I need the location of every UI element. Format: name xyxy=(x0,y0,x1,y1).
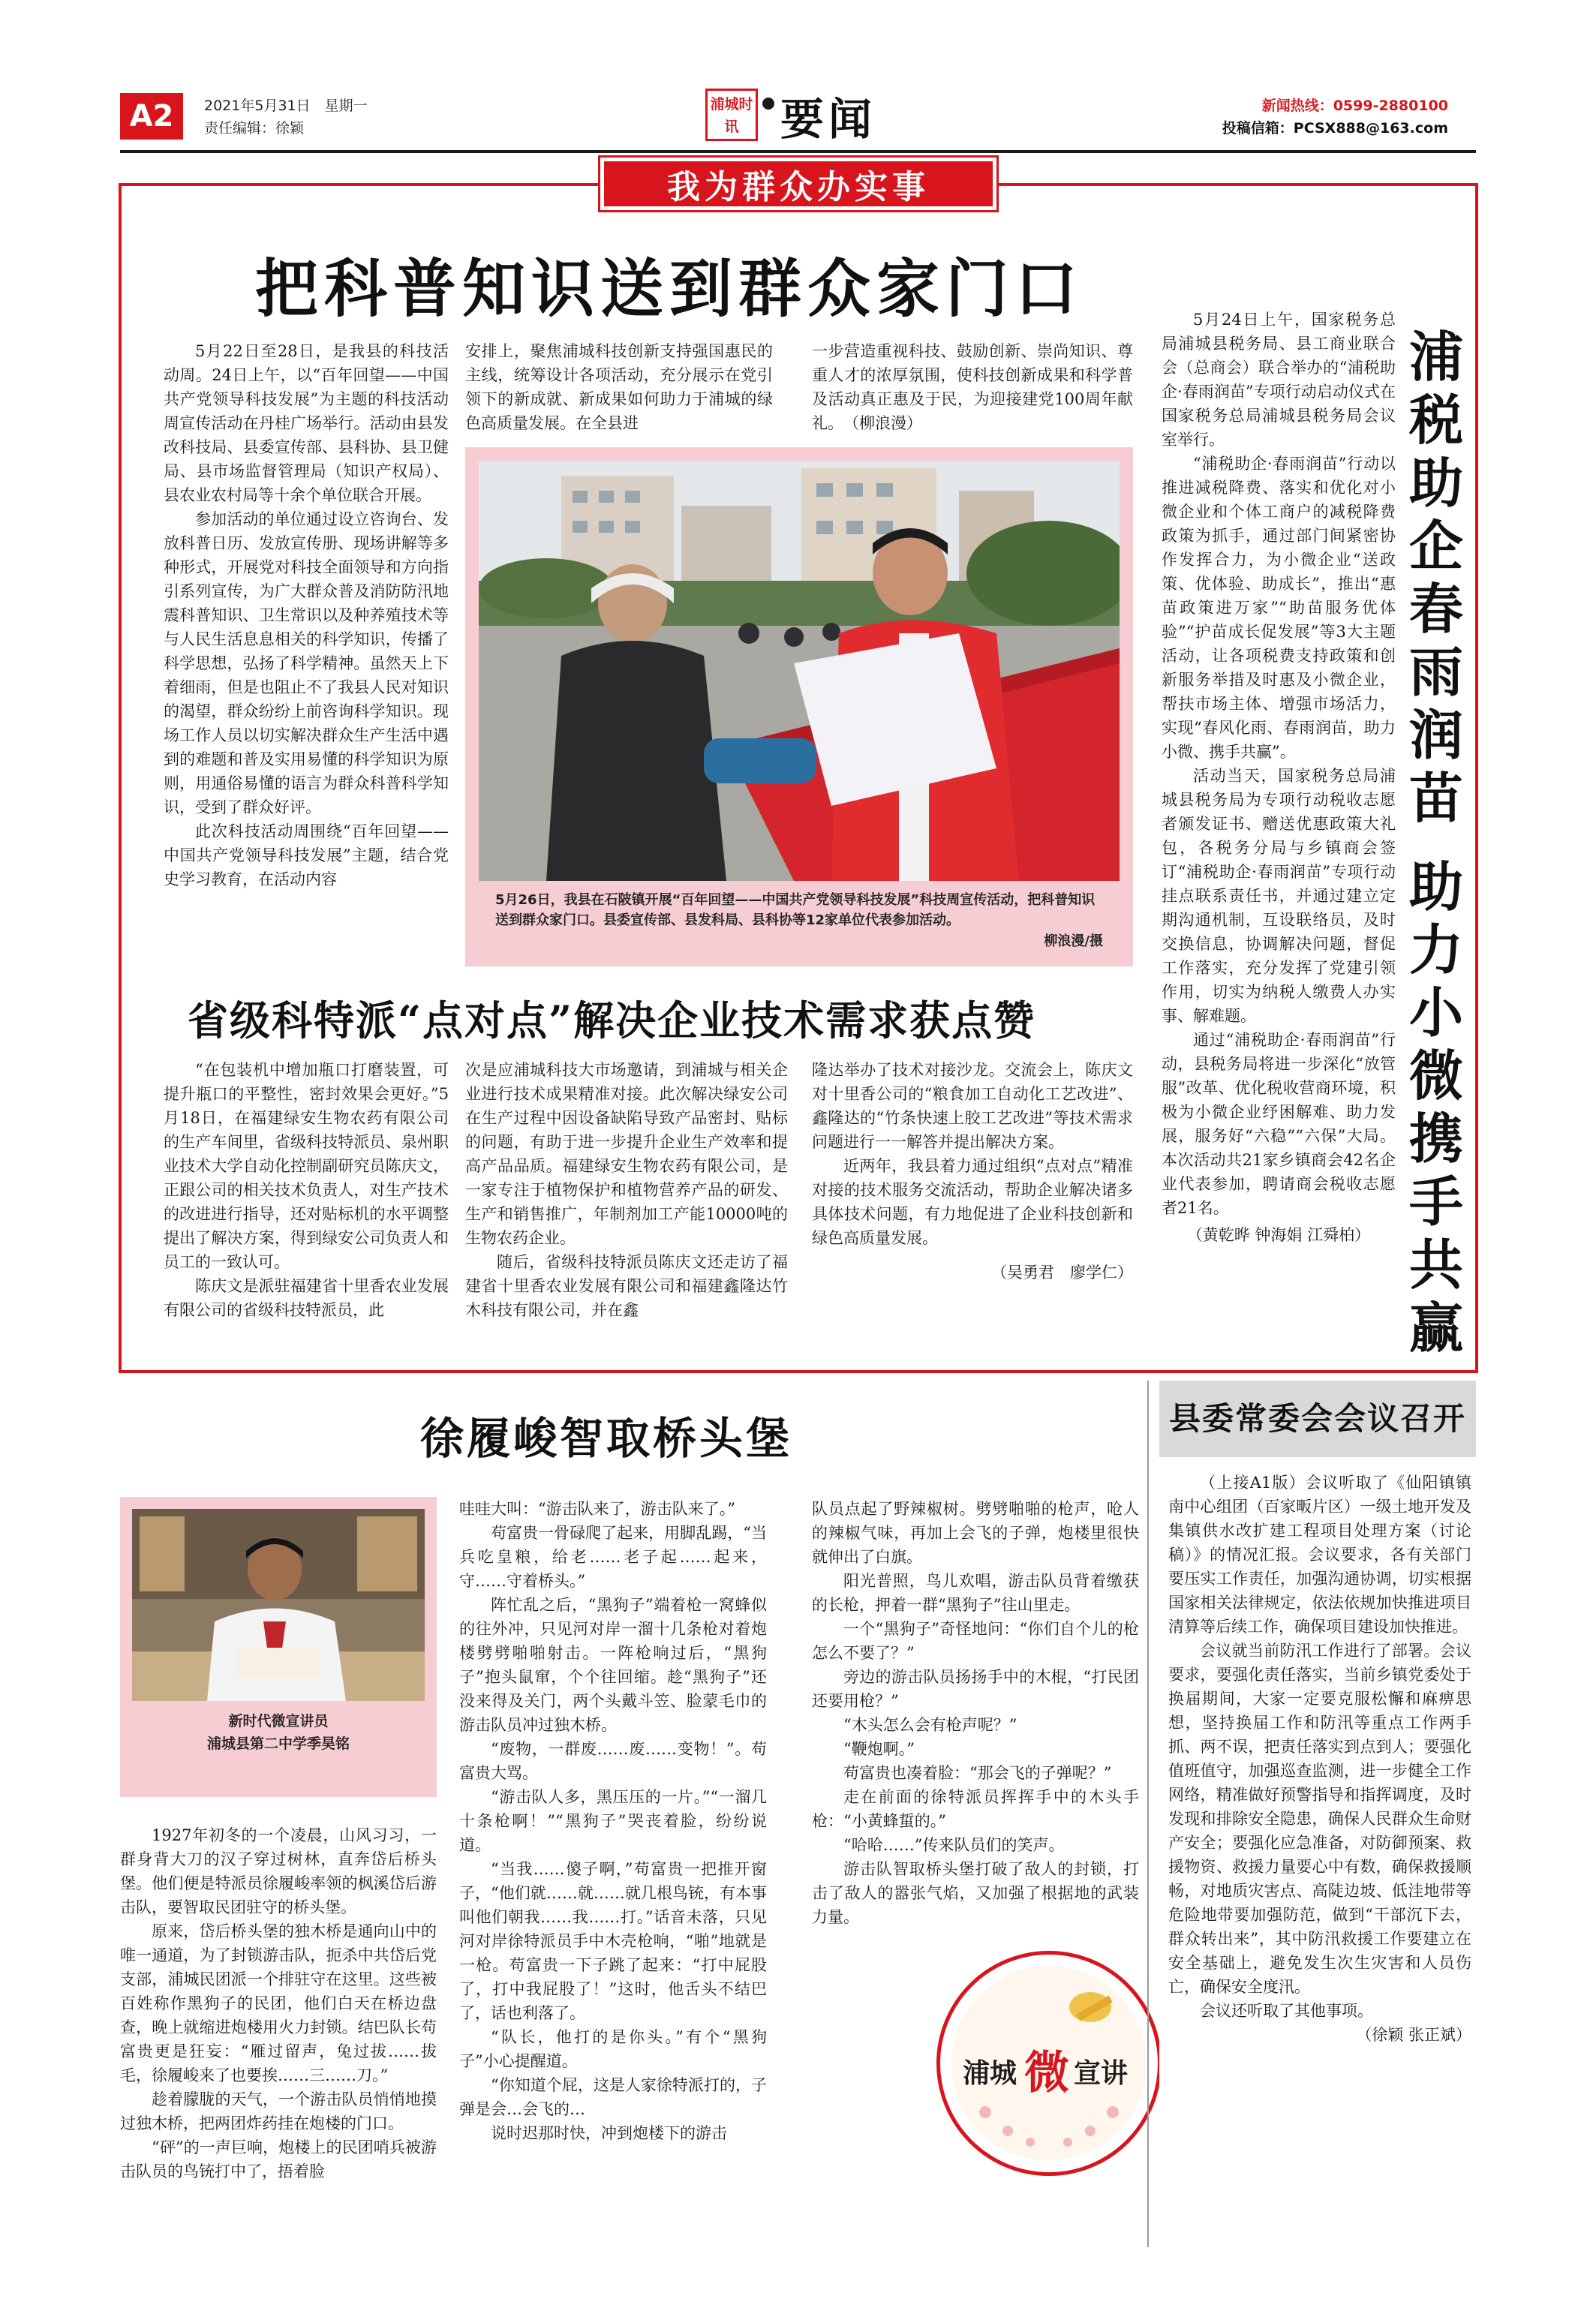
section-title: 要闻 xyxy=(780,94,877,145)
header-rule xyxy=(120,150,1476,153)
article3-signature: （黄乾晔 钟海娟 江舜柏） xyxy=(1186,1226,1371,1244)
column-banner: 我为群众办实事 xyxy=(600,158,996,210)
article4-col1 xyxy=(120,1823,437,2183)
article1-paragraph: 安排上，聚焦浦城科技创新支持强国惠民的主线，统筹设计各项活动，充分展示在党引领下的新成就、新成果如何助力于浦城的绿色高质量发展。在全县进 xyxy=(465,342,773,432)
article2-col2 xyxy=(465,1058,788,1322)
article2-paragraph: 隆达举办了技术对接沙龙。交流会上，陈庆文对十里香公司的“粮食加工自动化工艺改进”、鑫隆达的“竹条快速上胶工艺改进”等技术需求问题进行一一解答并提出解决方案。 xyxy=(812,1061,1133,1151)
article4-paragraph: 阵忙乱之后，“黑狗子”端着枪一窝蜂似的往外冲，只见河对岸一溜十几条枪对着炮楼劈劈啪啪射击。一阵枪响过后，“黑狗子”抱头鼠窜，个个往回缩。趁“黑狗子”还没来得及关门，两个头戴斗笠、脸蒙毛巾的游击队员冲过独木桥。 xyxy=(459,1596,767,1734)
article3-paragraph: 5月24日上午，国家税务总局浦城县税务局、县工商业联合会（总商会）联合举办的“浦税助企·春雨润苗”专项行动启动仪式在国家税务总局浦城县税务局会议室举行。 xyxy=(1162,311,1396,449)
article4-paragraph: 队员点起了野辣椒树。劈劈啪啪的枪声，呛人的辣椒气味，再加上会飞的子弹，炮楼里很快就伸出了白旗。 xyxy=(812,1500,1139,1566)
article2-paragraph: 次是应浦城科技大市场邀请，到浦城与相关企业进行技术成果精准对接。此次解决绿安公司在生产过程中因设备缺陷导致产品密封、贴标的问题，有助于进一步提升企业生产效率和提高产品品质。福建绿安生物农药有限公司，是一家专注于植物保护和植物营养产品的研发、生产和销售推广，年制剂加工产能10000吨的生物农药企业。 xyxy=(465,1061,788,1247)
article4-paragraph: “游击队人多，黑压压的一片。”“一溜几十条枪啊！”“黑狗子”哭丧着脸，纷纷说道。 xyxy=(459,1788,767,1854)
masthead-dot xyxy=(762,98,774,110)
photo-science-week-image xyxy=(479,461,1120,881)
headline-science-outreach: 把科普知识送到群众家门口 xyxy=(255,252,1084,326)
article4-paragraph: “砰”的一声巨响，炮楼上的民团哨兵被游击队员的鸟铳打中了，捂着脸 xyxy=(120,2138,437,2180)
emblem-text-right: 宣讲 xyxy=(1074,2058,1129,2089)
submission-email: 投稿信箱：PCSX888@163.com xyxy=(1222,120,1448,137)
headline-bridge-story: 徐履峻智取桥头堡 xyxy=(420,1413,793,1464)
emblem-text-left: 浦城 xyxy=(963,2058,1017,2089)
article4-paragraph: “鞭炮啊。” xyxy=(843,1740,915,1758)
article4-paragraph: “你知道个屁，这是人家徐特派打的，子弹是会…会飞的… xyxy=(459,2076,767,2118)
headline-tech-envoy: 省级科特派“点对点”解决企业技术需求获点赞 xyxy=(188,996,1036,1044)
article1-col3 xyxy=(812,339,1133,435)
article1-paragraph: 5月22日至28日，是我县的科技活动周。24日上午，以“百年回望——中国共产党领导科技发展”为主题的科技活动周宣传活动在丹桂广场举行。活动由县发改科技局、县委宣传部、县科协、县卫健局、县市场监督管理局（知识产权局）、县农业农村局等十余个单位联合开展。 xyxy=(164,342,449,504)
photo-student-caption-title: 新时代微宣讲员 xyxy=(228,1713,329,1730)
photo-student-speaker xyxy=(120,1497,437,1797)
article4-paragraph: 1927年初冬的一个凌晨，山风习习，一群身背大刀的汉子穿过树林，直奔岱后桥头堡。他们便是特派员徐履峻率领的枫溪岱后游击队，要智取民团驻守的桥头堡。 xyxy=(120,1826,437,1916)
article1-paragraph: 参加活动的单位通过设立咨询台、发放科普日历、发放宣传册、现场讲解等多种形式，开展党对科技全面领导和方向指引系列宣传，为广大群众普及消防防汛地震科普知识、卫生常识以及种养殖技术等与人民生活息息相关的科学知识，传播了科学思想，弘扬了科学精神。虽然天上下着细雨，但是也阻止不了我县人民对知识的渴望，群众纷纷上前咨询科学知识。现场工作人员以切实解决群众生产生活中遇到的难题和普及实用易懂的科学知识为原则，用通俗易懂的语言为群众科普科学知识，受到了群众好评。 xyxy=(164,510,449,816)
article4-paragraph: 说时迟那时快，冲到炮楼下的游击 xyxy=(491,2124,727,2142)
photo-science-week-credit: 柳浪漫/摄 xyxy=(1044,933,1103,949)
headline-tax-part2: 助力小微携手共赢 xyxy=(1408,855,1463,1360)
photo-science-week-caption: 5月26日，我县在石陂镇开展“百年回望——中国共产党领导科技发展”科技周宣传活动，把科普知识送到群众家门口。县委宣传部、县发科局、县科协等12家单位代表参加活动。 xyxy=(495,892,1096,928)
photo-student-speaker-image xyxy=(132,1509,425,1701)
article3-paragraph: “浦税助企·春雨润苗”行动以推进减税降费、落实和优化对小微企业和个体工商户的减税降费政策为抓手，通过部门间紧密协作发挥合力，为小微企业“送政策、优体验、助成长”，推出“惠苗政策进万家”“助苗服务优体验”“护苗成长促发展”等3大主题活动，让各项税费支持政策和创新服务举措及时惠及小微企业，帮扶市场主体、增强市场活力，实现“春风化雨、春雨润苗，助力小微、携手共赢”。 xyxy=(1162,455,1396,761)
article4-paragraph: “队长，他打的是你头。”有个“黑狗子”小心提醒道。 xyxy=(459,2028,767,2070)
emblem-text-mid: 微 xyxy=(1024,2047,1069,2099)
header-meta xyxy=(204,95,368,140)
article4-paragraph: “当我……傻子啊，”苟富贵一把推开窗子，“他们就……就……就几根鸟铳，有本事叫他们朝我……我……打。”话音未落，只见河对岸徐特派员手中木壳枪响，“啪”地就是一枪。苟富贵一下子跳了起来：“打中屁股了，打中我屁股了！”这时，他舌头不结巴了，话也利落了。 xyxy=(459,1860,767,2022)
article4-paragraph: 走在前面的徐特派员挥挥手中的木头手枪：“小黄蜂蜇的。” xyxy=(812,1788,1139,1830)
masthead-logo: 浦城时讯 xyxy=(705,89,758,141)
article4-paragraph: 苟富贵也凑着脸：“那会飞的子弹呢？” xyxy=(843,1764,1112,1782)
photo-science-week xyxy=(465,447,1133,966)
photo-student-caption-name: 浦城县第二中学季昊铭 xyxy=(206,1736,350,1752)
article5-text xyxy=(1168,1471,1471,2047)
article2-paragraph: 陈庆文是派驻福建省十里香农业发展有限公司的省级科技特派员，此 xyxy=(164,1277,449,1319)
article1-col2 xyxy=(465,339,773,435)
sidebar-standing-committee xyxy=(1159,1381,1476,2247)
article2-paragraph: 随后，省级科技特派员陈庆文还走访了福建省十里香农业发展有限公司和福建鑫隆达竹木科技有限公司，并在鑫 xyxy=(465,1253,788,1319)
news-hotline: 新闻热线：0599-2880100 xyxy=(1261,98,1448,114)
article2-paragraph: 近两年，我县着力通过组织“点对点”精准对接的技术服务交流活动，帮助企业解决诸多具体技术问题，有力地促进了企业科技创新和绿色高质量发展。 xyxy=(812,1157,1133,1247)
headline-standing-committee: 县委常委会会议召开 xyxy=(1159,1381,1476,1457)
article2-paragraph: “在包装机中增加瓶口打磨装置，可提升瓶口的平整性，密封效果会更好。”5月18日，在福建绿安生物农药有限公司的生产车间里，省级科技特派员、泉州职业技术大学自动化控制副研究员陈庆文，正跟公司的相关技术负责人，对生产技术的改进进行指导，还对贴标机的水平调整提出了解决方案，得到绿安公司负责人和员工的一致认可。 xyxy=(164,1061,449,1271)
article4-col2 xyxy=(459,1497,767,2145)
article5-paragraph: 会议就当前防汛工作进行了部署。会议要求，要强化责任落实，当前乡镇党委处于换届期间，大家一定要克服松懈和麻痹思想，坚持换届工作和防汛等重点工作两手抓、两不误，把责任落实到点到人；要强化值班值守，加强巡查监测，进一步健全工作网络，精准做好预警指导和指挥调度，及时发现和排除安全隐患，确保人民群众生命财产安全；要强化应急准备，对防御预案、救援物资、救援力量要心中有数，确保救援顺畅，对地质灾害点、高陡边坡、低洼地带等危险地带要加强防范，做到“干部沉下去，群众转出来”，其中防汛救援工作要建立在安全基础上，避免发生次生灾害和人员伤亡，确保安全度汛。 xyxy=(1168,1642,1471,1996)
article2-signature: （吴勇君 廖学仁） xyxy=(991,1264,1133,1282)
article5-paragraph: 会议还听取了其他事项。 xyxy=(1200,2002,1373,2020)
article5-paragraph: （上接A1版）会议听取了《仙阳镇镇南中心组团（百家畈片区）一级土地开发及集镇供水改扩建工程项目处理方案（讨论稿）》的情况汇报。会议要求，各有关部门要压实工作责任，加强沟通协调，切实根据国家相关法律规定，依法依规加快推进项目清算等后续工作，确保项目建设加快推进。 xyxy=(1168,1474,1471,1636)
article4-paragraph: 哇哇大叫：“游击队来了，游击队来了。” xyxy=(459,1500,735,1518)
student-portrait xyxy=(132,1509,425,1701)
article2-col1 xyxy=(164,1058,449,1322)
article3-paragraph: 活动当天，国家税务总局浦城县税务局为专项行动税收志愿者颁发证书、赠送优惠政策大礼包，各税务分局与乡镇商会签订“浦税助企·春雨润苗”专项行动挂点联系责任书，并通过建立定期沟通机制，互设联络员，及时交换信息，协调解决问题，督促工作落实，充分发挥了党建引领作用，切实为纳税人缴费人办实事、解难题。 xyxy=(1162,767,1396,1025)
article1-col1 xyxy=(164,339,449,891)
article4-paragraph: 趁着朦胧的天气，一个游击队员悄悄地摸过独木桥，把两团炸药挂在炮楼的门口。 xyxy=(120,2090,437,2132)
article4-paragraph: “木头怎么会有枪声呢？” xyxy=(843,1716,1017,1734)
article4-paragraph: “废物，一群废……废……变物！”。苟富贵大骂。 xyxy=(459,1740,767,1782)
article4-paragraph: “哈哈……”传来队员们的笑声。 xyxy=(843,1836,1065,1854)
article2-col3 xyxy=(812,1058,1133,1285)
date-line: 2021年5月31日 星期一 xyxy=(204,98,368,114)
article1-paragraph: 一步营造重视科技、鼓励创新、崇尚知识、尊重人才的浓厚氛围，使科技创新成果和科学普及活动真正惠及于民，为迎接建党100周年献礼。 （柳浪漫） xyxy=(812,342,1133,432)
article4-paragraph: 旁边的游击队员扬扬手中的木棍，“打民团还要用枪？” xyxy=(812,1668,1139,1710)
article4-paragraph: 游击队智取桥头堡打破了敌人的封锁，打击了敌人的嚣张气焰，又加强了根据地的武装力量。 xyxy=(812,1860,1139,1926)
photo-student-caption xyxy=(120,1710,437,1755)
article4-col3 xyxy=(812,1497,1139,1929)
article4-paragraph: 一个“黑狗子”奇怪地问：“你们自个儿的枪怎么不要了？” xyxy=(812,1620,1139,1662)
emblem-graphic xyxy=(940,1955,1158,2172)
article5-signature: （徐颖 张正斌） xyxy=(1356,2026,1471,2044)
article4-paragraph: 苟富贵一骨碌爬了起来，用脚乱踢，“当兵吃皇粮，给老……老子起……起来，守……守着桥头。” xyxy=(459,1524,767,1590)
article4-paragraph: 阳光普照，鸟儿欢唱，游击队员背着缴获的长枪，押着一群“黑狗子”往山里走。 xyxy=(812,1572,1139,1614)
editor-line: 责任编辑：徐颖 xyxy=(204,120,305,137)
article1-paragraph: 此次科技活动周围绕“百年回望——中国共产党领导科技发展”主题，结合党史学习教育，在活动内容 xyxy=(164,822,449,888)
micro-lecture-emblem xyxy=(936,1951,1162,2176)
headline-tax-part1: 浦税助企春雨润苗 xyxy=(1408,325,1463,830)
sidebar-divider xyxy=(1147,1381,1149,2247)
article4-paragraph: 原来，岱后桥头堡的独木桥是通向山中的唯一通道，为了封锁游击队，扼杀中共岱后党支部，浦城民团派一个排驻守在这里。这些被百姓称作黑狗子的民团，他们白天在桥边盘查，晚上就缩进炮楼用火力封锁。结巴队长苟富贵更是狂妄：“雁过留声，兔过拔……拔毛，徐履峻来了也要挨……三……刀。” xyxy=(120,1922,437,2084)
article3-text xyxy=(1162,308,1396,1247)
page-number-badge: A2 xyxy=(120,93,183,140)
science-week-scene xyxy=(479,461,1120,881)
article3-paragraph: 通过“浦税助企·春雨润苗”行动，县税务局将进一步深化“放管服”改革、优化税收营商环境，积极为小微企业纾困解难、助力发展，服务好“六稳”“六保”大局。本次活动共21家乡镇商会42名企业代表参加，聘请商会税收志愿者21名。 xyxy=(1162,1031,1396,1217)
